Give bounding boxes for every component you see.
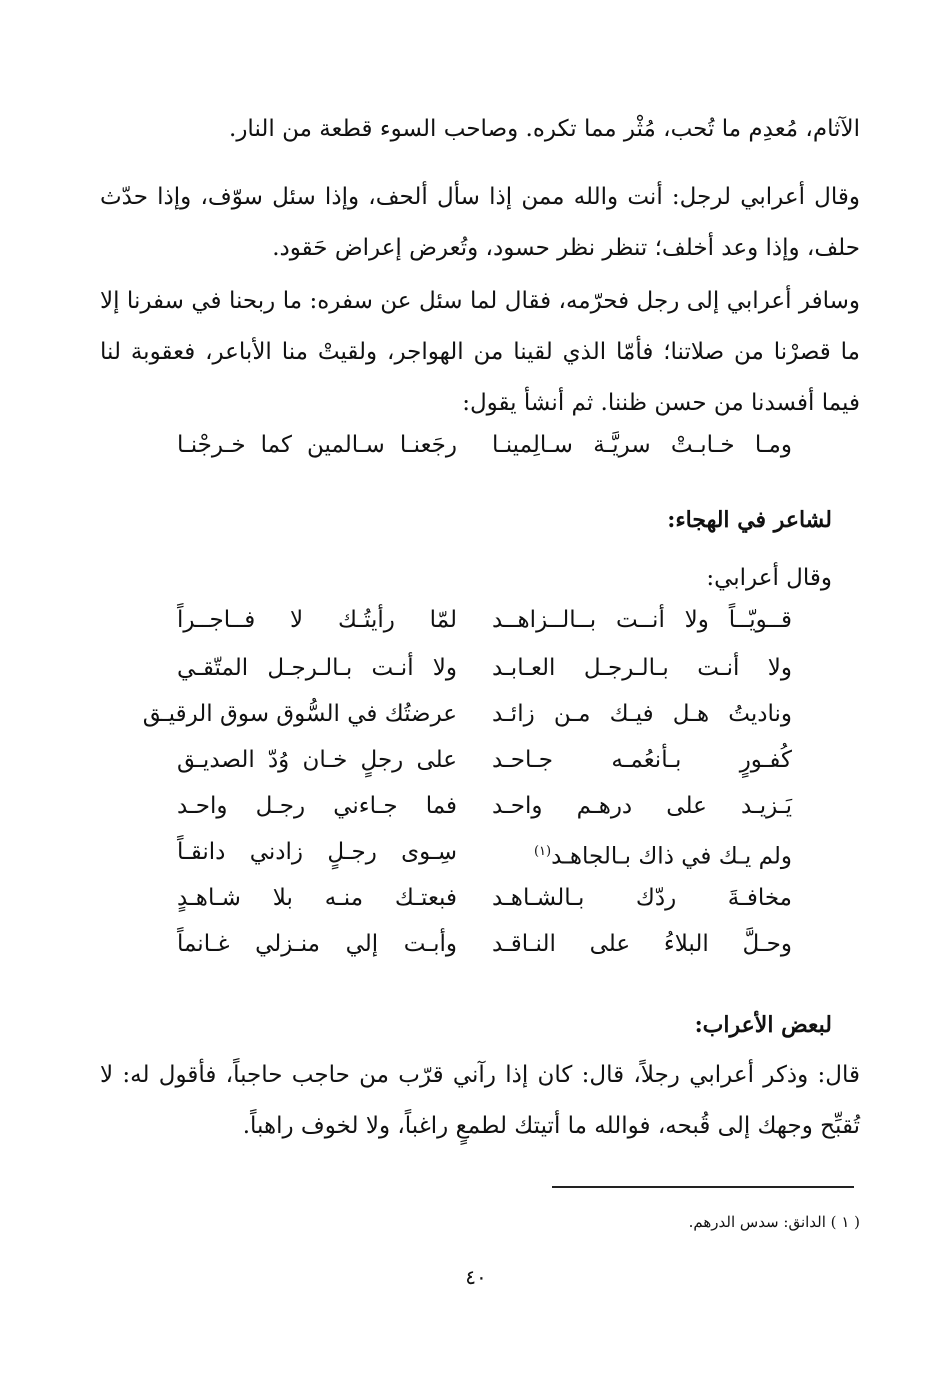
- poem-line-5-second: يَـزيـد على درهـم واحـد: [492, 793, 792, 819]
- footnote-reference: (١): [533, 844, 552, 859]
- paragraph-last: قال: وذكر أعرابي رجلاً، قال: كان إذا رآني قرّب من حاجب حاجباً، فأقول له: لا تُقبِّح وجهك إلى قُبحه، فوالله ما أتيتك لطمعٍ راغباً، ولا لخوف راهباً.: [100, 1062, 860, 1139]
- poem-line-7-first: فبعتـك منـه بلا شـاهـدٍ: [177, 885, 457, 911]
- poem-line-3-first: عرضتُك في السُّوق سوق الرقيـق: [142, 701, 457, 727]
- poem-line-6-second: ولم يـك في ذاك بـالجاهـد: [551, 843, 792, 870]
- verse-hemistich-second: ومـا خـابـتْ سريَّـة سـالِمينـا: [492, 432, 792, 458]
- paragraph-2: وقال أعرابي لرجل: أنت والله ممن إذا سأل ألحف، وإذا سئل سوّف، وإذا حدّث حلف، وإذا وعد أخلف؛ تنظر نظر حسود، وتُعرض إعراض حَقود.: [100, 184, 860, 261]
- poem-line-2-second: ولا أنـت بـالـرجـل العـابـد: [492, 655, 792, 681]
- verse-hemistich-first: رجَعنـا سـالمين كما خـرجْنـا: [177, 432, 457, 458]
- poem-line-7-second: مخافـةَ ردّك بـالشـاهـد: [492, 885, 792, 911]
- paragraph-3: وسافر أعرابي إلى رجل فحرّمه، فقال لما سئل عن سفره: ما ربحنا في سفرنا إلا ما قصرْنا من صلاتنا؛ فأمّا الذي لقينا من الهواجر، ولقيتْ منا الأباعر، فعقوبة لنا فيما أفسدنا من حسن ظننا. ثم أنشأ يقول:: [100, 288, 860, 416]
- paragraph-1: الآثام، مُعدِم ما تُحب، مُثْر مما تكره. وصاحب السوء قطعة من النار.: [229, 116, 860, 142]
- poem-line-8-second: وحـلَّ البلاءُ على النـاقـد: [492, 931, 792, 957]
- poem-line-6-second-wrap: [492, 832, 792, 877]
- poem-line-2-first: ولا أنـت بـالـرجـل المتّقـي: [177, 655, 457, 681]
- poem-line-4-second: كُفـورٍ بـأنعُمـه جـاحـد: [492, 747, 792, 773]
- footnote-divider: [552, 1186, 854, 1188]
- poem-line-5-first: فما جـاءني رجـل واحـد: [177, 793, 457, 819]
- poem-line-3-second: وناديتُ هـل فيـك مـن زائـد: [492, 701, 792, 727]
- poem-line-4-first: على رجلٍ خـان وُدّ الصديـق: [177, 747, 457, 773]
- poem-line-6-first: سِـوى رجـلٍ زادني دانقـاً: [177, 839, 457, 865]
- poem-line-1-first: لمّا رأيتُـك لا فــاجــراً: [177, 607, 457, 633]
- section-heading-satire: لشاعر في الهجاء:: [667, 507, 832, 533]
- poem-line-1-second: قــويّــاً ولا أنــت بــالــزاهــد: [492, 607, 792, 633]
- footnote-text: ( ١ ) الدانق: سدس الدرهم.: [688, 1213, 860, 1231]
- page-number: ٤٠: [465, 1265, 487, 1289]
- poem-line-8-first: وأبـت إلي منـزلي غـانماً: [177, 931, 457, 957]
- section-heading-bedouins: لبعض الأعراب:: [694, 1012, 832, 1038]
- poem-intro: وقال أعرابي:: [706, 565, 832, 591]
